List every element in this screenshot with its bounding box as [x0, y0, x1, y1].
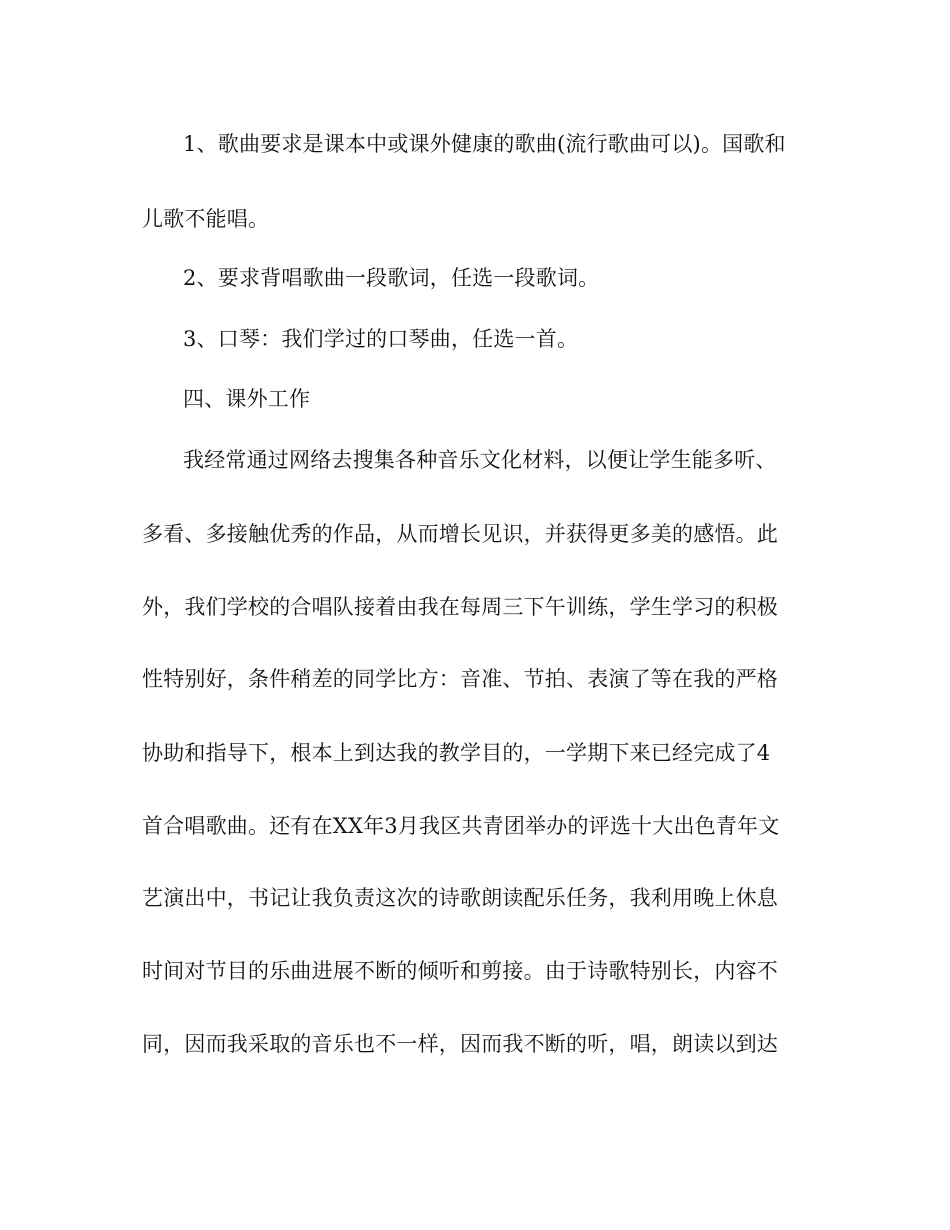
paragraph-line: 性特别好，条件稍差的同学比方：音准、节拍、表演了等在我的严格 — [142, 667, 778, 691]
paragraph-line: 外，我们学校的合唱队接着由我在每周三下午训练，学生学习的积极 — [142, 595, 778, 619]
requirement-2: 2、要求背唱歌曲一段歌词，任选一段歌词。 — [183, 266, 600, 290]
paragraph-line: 多看、多接触优秀的作品，从而增长见识，并获得更多美的感悟。此 — [142, 522, 778, 546]
requirement-1-line-1: 1、歌曲要求是课本中或课外健康的歌曲(流行歌曲可以)。国歌和 — [183, 132, 786, 156]
section-heading: 四、课外工作 — [183, 387, 311, 411]
paragraph-line: 协助和指导下，根本上到达我的教学目的，一学期下来已经完成了4 — [142, 741, 771, 765]
requirement-1-line-2: 儿歌不能唱。 — [142, 207, 270, 231]
paragraph-line: 同，因而我采取的音乐也不一样，因而我不断的听，唱，朗读以到达 — [142, 1032, 778, 1056]
paragraph-line: 时间对节目的乐曲进展不断的倾听和剪接。由于诗歌特别长，内容不 — [142, 959, 778, 983]
requirement-3: 3、口琴：我们学过的口琴曲，任选一首。 — [183, 327, 579, 351]
paragraph-line: 首合唱歌曲。还有在XX年3月我区共青团举办的评选十大出色青年文 — [142, 814, 780, 838]
paragraph-line: 艺演出中，书记让我负责这次的诗歌朗读配乐任务，我利用晚上休息 — [142, 886, 778, 910]
paragraph-line: 我经常通过网络去搜集各种音乐文化材料，以便让学生能多听、 — [183, 448, 777, 472]
